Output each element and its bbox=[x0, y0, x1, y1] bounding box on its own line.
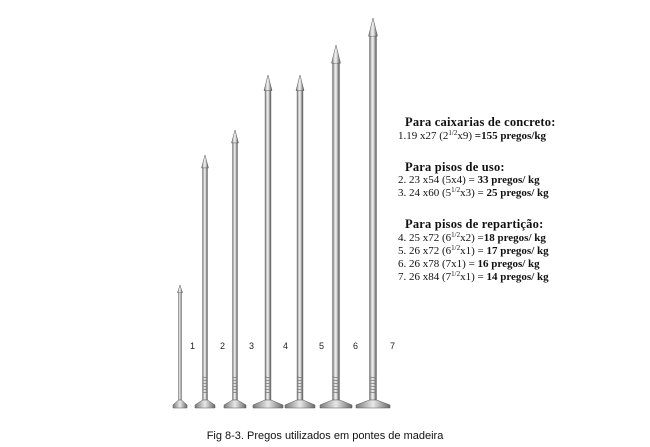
item-spec-rest: x3) = bbox=[460, 187, 487, 199]
item-number: 1. bbox=[398, 130, 407, 142]
nail-4 bbox=[253, 75, 283, 408]
item-spec: 26 x78 (7x1) = bbox=[409, 258, 478, 270]
legend-item-4 bbox=[398, 232, 546, 245]
item-spec: 23 x54 (5x4) = bbox=[409, 174, 478, 186]
item-number: 6. bbox=[398, 258, 407, 270]
item-spec: 19 x27 (2 bbox=[406, 130, 449, 142]
item-spec-rest: x9) bbox=[457, 130, 475, 142]
item-quantity: 17 pregos/ kg bbox=[486, 245, 549, 257]
item-number: 4. bbox=[398, 232, 407, 244]
item-spec-rest: x1) = bbox=[460, 271, 487, 283]
nail-label-2: 2 bbox=[220, 341, 226, 351]
item-spec-rest: x1) = bbox=[460, 245, 487, 257]
section-title-floor-use: Para pisos de uso: bbox=[405, 160, 505, 174]
nail-label-1: 1 bbox=[190, 341, 196, 351]
nail-label-5: 5 bbox=[319, 341, 325, 351]
item-spec: 26 x72 (6 bbox=[409, 245, 452, 257]
item-quantity: 25 pregos/ kg bbox=[486, 187, 549, 199]
legend-item-3 bbox=[398, 187, 549, 200]
item-fraction: 1/2 bbox=[451, 231, 461, 239]
nail-2 bbox=[195, 155, 215, 408]
item-spec-rest: x2) = bbox=[460, 232, 484, 244]
nail-5 bbox=[285, 75, 315, 408]
figure-caption: Fig 8-3. Pregos utilizados em pontes de madeira bbox=[206, 430, 444, 442]
item-number: 2. bbox=[398, 174, 407, 186]
nail-6 bbox=[320, 45, 352, 408]
item-fraction: 1/2 bbox=[448, 129, 458, 137]
item-fraction: 1/2 bbox=[451, 244, 461, 252]
item-spec: 26 x84 (7 bbox=[409, 271, 452, 283]
item-quantity: 14 pregos/ kg bbox=[486, 271, 549, 283]
nail-3 bbox=[224, 130, 246, 408]
section-title-concrete: Para caixarias de concreto: bbox=[405, 115, 556, 129]
legend-item-2 bbox=[398, 174, 540, 187]
legend-item-5 bbox=[398, 245, 549, 258]
item-number: 7. bbox=[398, 271, 407, 283]
item-quantity: 18 pregos/ kg bbox=[483, 232, 546, 244]
item-fraction: 1/2 bbox=[451, 270, 461, 278]
item-quantity: =155 pregos/kg bbox=[474, 130, 546, 142]
item-spec: 24 x60 (5 bbox=[409, 187, 452, 199]
item-fraction: 1/2 bbox=[451, 186, 461, 194]
legend-item-1 bbox=[398, 130, 546, 143]
item-number: 3. bbox=[398, 187, 407, 199]
nail-label-3: 3 bbox=[249, 341, 255, 351]
section-title-partition-floor: Para pisos de repartição: bbox=[405, 217, 544, 231]
nail-label-6: 6 bbox=[353, 341, 359, 351]
legend-item-7 bbox=[398, 271, 549, 284]
nail-label-4: 4 bbox=[283, 341, 289, 351]
item-spec: 25 x72 (6 bbox=[409, 232, 452, 244]
item-number: 5. bbox=[398, 245, 407, 257]
nail-7 bbox=[356, 18, 390, 408]
item-quantity: 33 pregos/ kg bbox=[477, 174, 540, 186]
item-quantity: 16 pregos/ kg bbox=[477, 258, 540, 270]
legend-item-6 bbox=[398, 258, 540, 271]
nail-label-7: 7 bbox=[390, 341, 396, 351]
nail-1 bbox=[173, 285, 187, 408]
